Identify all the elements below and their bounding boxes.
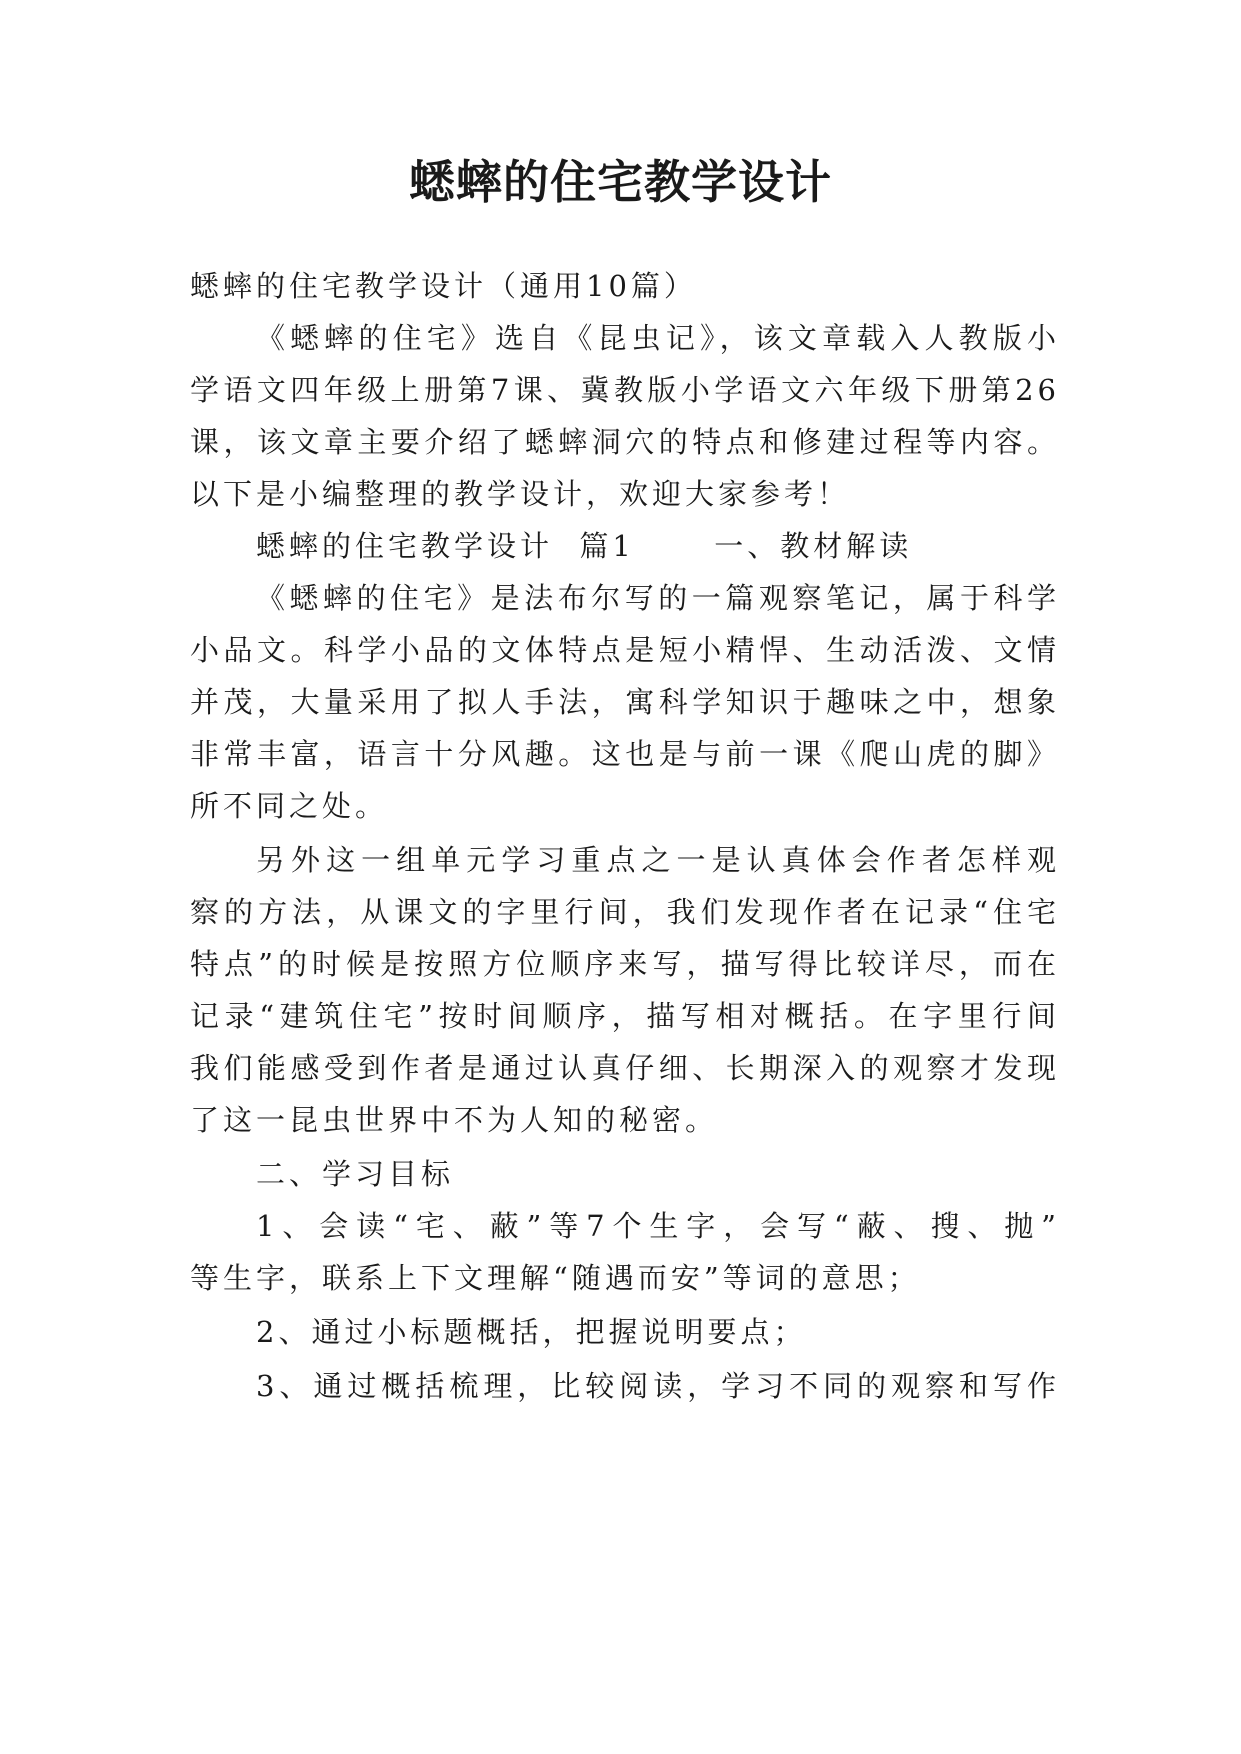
paragraph-line: 另外这一组单元学习重点之一是认真体会作者怎样观: [256, 843, 1060, 877]
paragraph-line: 3、通过概括梳理，比较阅读，学习不同的观察和写作: [256, 1369, 1060, 1403]
paragraph-line: 2、通过小标题概括，把握说明要点；: [256, 1315, 807, 1349]
paragraph-line: 《蟋蟀的住宅》选自《昆虫记》，该文章载入人教版小: [256, 321, 1060, 355]
document-title: 蟋蟀的住宅教学设计: [409, 155, 832, 209]
paragraph-line: 我们能感受到作者是通过认真仔细、长期深入的观察才发现: [190, 1051, 1060, 1085]
paragraph-line: 课，该文章主要介绍了蟋蟀洞穴的特点和修建过程等内容。: [190, 425, 1060, 459]
paragraph-line: 特点”的时候是按照方位顺序来写，描写得比较详尽，而在: [190, 947, 1060, 981]
subtitle-line: 蟋蟀的住宅教学设计（通用10篇）: [190, 269, 697, 303]
paragraph-line: 《蟋蟀的住宅》是法布尔写的一篇观察笔记，属于科学: [256, 581, 1060, 615]
paragraph-line: 以下是小编整理的教学设计，欢迎大家参考！: [190, 477, 851, 511]
paragraph-line: 小品文。科学小品的文体特点是短小精悍、生动活泼、文情: [190, 633, 1060, 667]
paragraph-line: 察的方法，从课文的字里行间，我们发现作者在记录“住宅: [190, 895, 1060, 929]
paragraph-line: 非常丰富，语言十分风趣。这也是与前一课《爬山虎的脚》: [190, 737, 1060, 771]
section-heading-line: 二、学习目标: [256, 1157, 455, 1191]
paragraph-line: 了这一昆虫世界中不为人知的秘密。: [190, 1103, 719, 1137]
paragraph-line: 并茂，大量采用了拟人手法，寓科学知识于趣味之中，想象: [190, 685, 1060, 719]
paragraph-line: 1、会读“宅、蔽”等7个生字，会写“蔽、搜、抛”: [256, 1209, 1060, 1243]
paragraph-line: 记录“建筑住宅”按时间顺序，描写相对概括。在字里行间: [190, 999, 1060, 1033]
paragraph-line: 等生字，联系上下文理解“随遇而安”等词的意思；: [190, 1261, 921, 1295]
paragraph-line: 学语文四年级上册第7课、冀教版小学语文六年级下册第26: [190, 373, 1060, 407]
paragraph-line: 所不同之处。: [190, 789, 389, 823]
section-heading-line: 蟋蟀的住宅教学设计 篇1 一、教材解读: [256, 529, 913, 563]
